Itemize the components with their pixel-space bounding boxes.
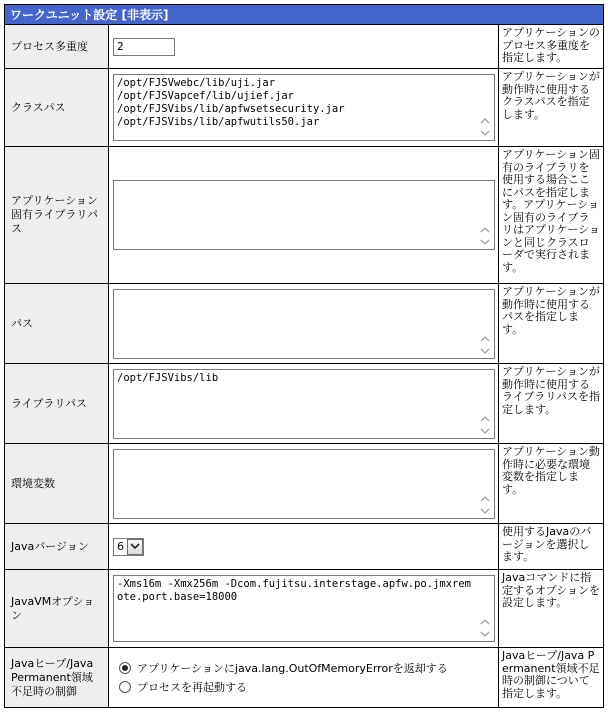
radio-return-error[interactable]: [119, 662, 131, 674]
label-heap-control: Javaヒープ/Java Permanent領域不足時の制御: [5, 648, 109, 708]
scroll-up-icon[interactable]: [480, 117, 490, 124]
scroll-down-icon[interactable]: [480, 631, 490, 638]
classpath-value: /opt/FJSVwebc/lib/uji.jar /opt/FJSVapcef/lib/ujief.jar /opt/FJSVibs/lib/apfwsetsecurity.jar /opt/FJSVibs/lib/apfwutils50.jar: [117, 77, 345, 128]
scroll-down-icon[interactable]: [480, 508, 490, 515]
java-version-selected: 6: [117, 540, 124, 553]
row-classpath: [5, 69, 604, 147]
scroll-up-icon[interactable]: [480, 335, 490, 342]
scroll-down-icon[interactable]: [480, 130, 490, 137]
scroll-up-icon[interactable]: [480, 495, 490, 502]
scroll-up-icon[interactable]: [480, 618, 490, 625]
label-jvm-options: JavaVMオプション: [5, 570, 109, 648]
library-path-scrollbar[interactable]: [476, 370, 494, 438]
heap-option-return-error[interactable]: [113, 659, 494, 678]
process-multiplicity-value: 2: [117, 40, 124, 53]
row-app-library-path: [5, 147, 604, 284]
row-heap-control: [5, 648, 604, 708]
desc-heap-control: Javaヒープ/Java Permanent領域不足時の制御について指定します。: [499, 648, 604, 708]
process-multiplicity-input[interactable]: [113, 38, 175, 56]
desc-library-path: アプリケーションが動作時に使用するライブラリパスを指定します。: [499, 364, 604, 444]
jvm-options-scrollbar[interactable]: [476, 576, 494, 641]
radio-restart-process-label: プロセスを再起動する: [137, 681, 247, 694]
label-library-path: ライブラリパス: [5, 364, 109, 444]
desc-app-library-path: アプリケーション固有のライブラリを使用する場合ここにパスを指定します。アプリケーション固有のライブラリはアプリケーションと同じクラスローダで実行されます。: [499, 147, 604, 284]
row-java-version: [5, 524, 604, 570]
scroll-down-icon[interactable]: [480, 428, 490, 435]
work-unit-settings-panel: [4, 4, 603, 708]
library-path-value: /opt/FJSVibs/lib: [117, 371, 219, 384]
path-scrollbar[interactable]: [476, 290, 494, 358]
path-textarea[interactable]: [113, 289, 495, 359]
label-process-multiplicity: プロセス多重度: [5, 25, 109, 69]
scroll-down-icon[interactable]: [480, 239, 490, 246]
section-title: ワークユニット設定 [非表示]: [5, 5, 604, 25]
scroll-down-icon[interactable]: [480, 348, 490, 355]
chevron-down-icon[interactable]: [127, 539, 143, 555]
label-app-library-path: アプリケーション固有ライブラリパス: [5, 147, 109, 284]
heap-option-restart-process[interactable]: [113, 678, 494, 697]
env-vars-textarea[interactable]: [113, 449, 495, 519]
desc-path: アプリケーションが動作時に使用するパスを指定します。: [499, 284, 604, 364]
row-jvm-options: [5, 570, 604, 648]
jvm-options-value: -Xms16m -Xmx256m -Dcom.fujitsu.interstage.apfw.po.jmxremote.port.base=18000: [117, 578, 472, 603]
row-library-path: [5, 364, 604, 444]
classpath-scrollbar[interactable]: [476, 75, 494, 140]
radio-return-error-label: アプリケーションにjava.lang.OutOfMemoryErrorを返却する: [137, 662, 448, 675]
row-process-multiplicity: [5, 25, 604, 69]
desc-java-version: 使用するJavaのバージョンを選択します。: [499, 524, 604, 570]
label-path: パス: [5, 284, 109, 364]
scroll-up-icon[interactable]: [480, 415, 490, 422]
desc-process-multiplicity: アプリケーションのプロセス多重度を指定します。: [499, 25, 604, 69]
env-vars-scrollbar[interactable]: [476, 450, 494, 518]
app-library-path-scrollbar[interactable]: [476, 181, 494, 249]
desc-jvm-options: Javaコマンドに指定するオプションを設定します。: [499, 570, 604, 648]
desc-classpath: アプリケーションが動作時に使用するクラスパスを指定します。: [499, 69, 604, 147]
row-env-vars: [5, 444, 604, 524]
row-path: [5, 284, 604, 364]
radio-restart-process[interactable]: [119, 681, 131, 693]
classpath-textarea[interactable]: [113, 74, 495, 141]
label-env-vars: 環境変数: [5, 444, 109, 524]
label-java-version: Javaバージョン: [5, 524, 109, 570]
app-library-path-textarea[interactable]: [113, 180, 495, 250]
label-classpath: クラスパス: [5, 69, 109, 147]
java-version-select[interactable]: [113, 538, 144, 556]
scroll-up-icon[interactable]: [480, 226, 490, 233]
desc-env-vars: アプリケーション動作時に必要な環境変数を指定します。: [499, 444, 604, 524]
library-path-textarea[interactable]: [113, 369, 495, 439]
settings-table: [4, 4, 604, 708]
jvm-options-textarea[interactable]: [113, 575, 495, 642]
